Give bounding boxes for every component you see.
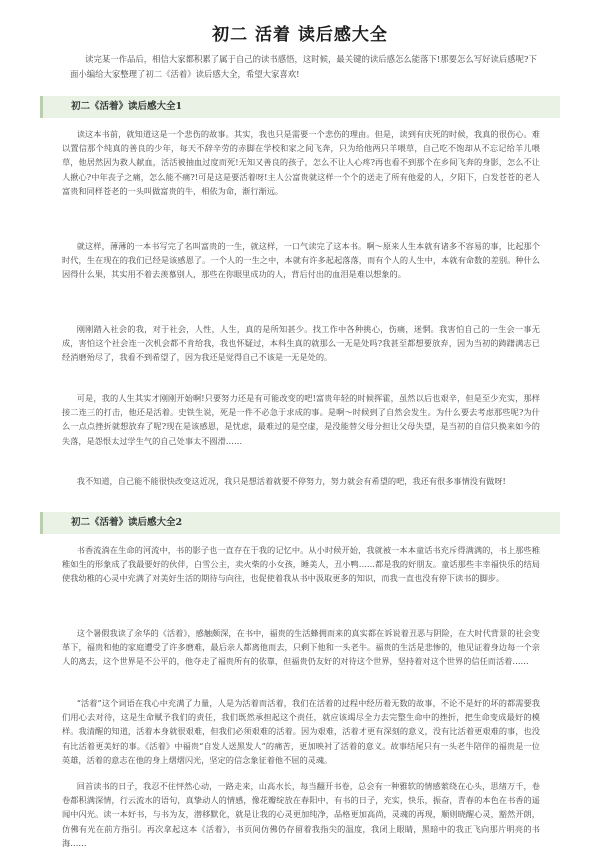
section-2-paragraph-4: 回首读书的日子，我忍不住怦然心动，一路走来，山高水长，每当翻开书卷，总会有一种雅软的情感萦绕在心头，思绪万千，卷卷都积满深情，行云流水的语句，真挚动人的情感，像花瓣绽放在春阳中，有书的日子，充实，快乐，振奋，青春的本色在书香的遥闻中闪光。读一本好书，与书为友，潜移默化，就是让我的心灵更加纯净，品格更加高尚，灵魂的再现，顺则晓醒心灵，豁然开朗，仿佛有光在前方指引。再次拿起这本《活着》，书页间仿佛仍存留着我指尖的温度，我闭上眼睛，黑暗中的我正飞向那片明亮的书海…… (62, 781, 540, 848)
section-heading-2: 初二《活着》读后感大全2 (40, 512, 560, 534)
section-1-paragraph-1: 读这本书前，就知道这是一个悲伤的故事。其实，我也只是需要一个悲伤的理由。但是，读到有庆死的时候，我真的很伤心。难以置信那个纯真的善良的少年，每天不辞辛劳的赤脚在学校和家之间飞奔，只为给他两只羊喂草，自己吃不饱却从不忘记给羊儿喂草，他居然因为救人献血，活活被抽血过度而死!无知又善良的孩子，怎么不让人心疼?再也看不到那个在乡间飞奔的身影，怎么不让人揪心?中年丧子之痛，怎么能不痛?!可是这是要活着呀!主人公富贵就这样一个个的送走了所有他爱的人，夕阳下，白发苍苍的老人富贵和同样苍老的一头叫做富贵的牛，相依为命，渐行渐远。 (62, 129, 540, 196)
section-1-paragraph-3: 刚刚踏入社会的我，对于社会，人性，人生，真的是所知甚少。找工作中各种挑心，伤痛，迷惘。我害怕自己的一生会一事无成，害怕这个社会连一次机会都不肯给我，我也怀疑过，本科生真的就那么一无是处吗?我甚至都想要放弃，因为当初的踌躇满志已经消磨殆尽了，我看不到希望了，因为我还是觉得自己不该是一无是处的。 (62, 324, 540, 363)
page-title: 初二 活着 读后感大全 (212, 25, 388, 45)
section-1-paragraph-2: 就这样，薄薄的一本书写完了名叫富贵的一生，就这样，一口气读完了这本书。啊～原来人生本就有诸多不容易的事，比起那个时代，生在现在的我们已经是该感恩了。一个人的一生之中，本就有许多起起落落，而有个人的人生中，本就有命数的差别。种什么因得什么果，其实用不着去羡慕别人，那些在你眼里成功的人，背后付出的血泪是难以想象的。 (62, 241, 540, 280)
intro-paragraph: 读完某一作品后，相信大家都积累了属于自己的读书感悟，这时候，最关键的读后感怎么能落下!那要怎么写好读后感呢?下面小编给大家整理了初二《活着》读后感大全，希望大家喜欢! (70, 54, 537, 79)
section-heading-1: 初二《活着》读后感大全1 (40, 96, 560, 118)
section-1-paragraph-5: 我不知道，自己能不能很快改变这近况，我只是想活着就要不停努力，努力就会有希望的吧，我还有很多事情没有做呀! (76, 476, 506, 486)
section-1-paragraph-4: 可是，我的人生其实才刚刚开始啊!只要努力还是有可能改变的吧!富贵年轻的时候挥霍，虽然以后也艰辛，但是至少充实，那样接二连三的打击，他还是活着。史铁生说，死是一件不必急于求成的事。是啊～时候到了自然会发生。为什么要去考虑那些呢?为什么一点点挫折就想放弃了呢?现在是该感恩，是忧虑，最难过的是空虚，是没能替父母分担让父母失望，是当初的自信只换来如今的失落，是怨恨太过学生气的自己处事太不圆滑…… (62, 393, 540, 446)
section-2-paragraph-1: 书香流淌在生命的河流中，书的影子也一直存在于我的记忆中。从小时候开始，我就被一本本童话书充斥得满满的，书上那些稚稚如生的形象成了我最要好的伙伴，白雪公主，卖火柴的小女孩，睡美人，丑小鸭……都是我的好朋友。童话那些丰幸福快乐的结局使我幼稚的心灵中充满了对美好生活的期待与向往，也促使着我从书中汲取更多的知识，而我一直也没有停下读书的脚步。 (62, 545, 540, 584)
section-2-paragraph-2: 这个暑假我读了余华的《活着》，感触颇深，在书中，福贵的生活蜂拥而来的真实都在诉说着丑恶与阴险，在大时代背景的社会变革下，福贵和他的家庭遭受了许多磨难，最后亲人都离他而去，只剩下他和一头老牛。福贵的生活是悲惨的，他见证着身边每一个亲人的离去，这个世界是不公平的，他夺走了福贵所有的依靠，但福贵仍友好的对待这个世界，坚持着对这个世界的信任而活着…… (62, 628, 540, 667)
section-2-paragraph-3: “活着”这个词语在我心中充满了力量，人是为活着而活着，我们在活着的过程中经历着无数的故事，不论不是好的坏的都需要我们用心去对待，这是生命赋予我们的责任，我们既然承担起这个责任，就应该竭尽全力去完整生命中的挫折，把生命变成最好的模样。我清醒的知道，活着本身就很艰难，但我们必须艰难的活着。因为艰难，活着才更有深刻的意义，没有比活着更艰难的事，也没有比活着更美好的事。《活着》中福贵“自发人送黑发人”的痛苦，更加映衬了活着的意义。故事结尾只有一头老牛陪伴的福贵是一位英雄，活着的意志在他的身上熠熠闪光，坚定的信念象征着他不屈的灵魂。 (62, 698, 540, 765)
